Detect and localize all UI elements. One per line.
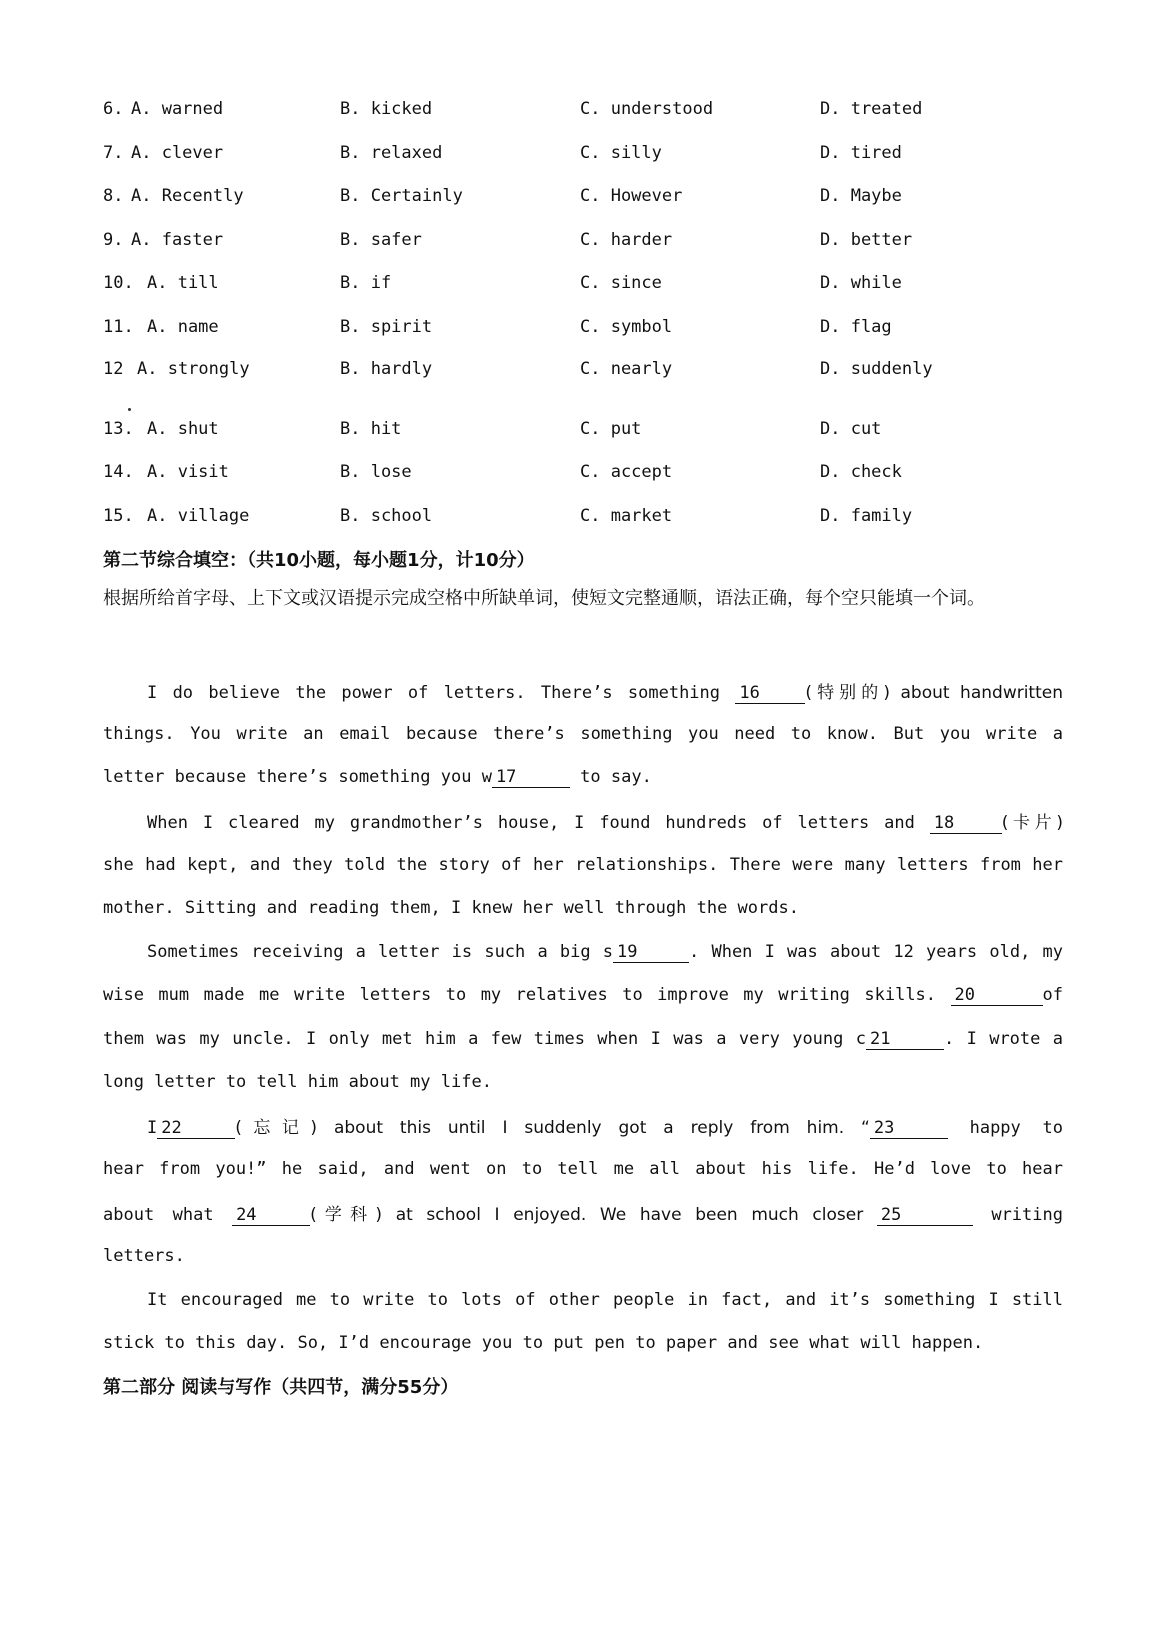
text: wise mum made me write letters to my relatives to improve my writing skills. xyxy=(103,985,951,1005)
option-d: D. Maybe xyxy=(820,186,902,206)
passage-line xyxy=(147,942,1063,968)
text: letter because there’s something you w xyxy=(103,767,492,787)
option-b: B. hit xyxy=(340,419,402,439)
option-b: B. if xyxy=(340,273,392,293)
blank-23[interactable]: 23 xyxy=(870,1118,948,1139)
option-a: A. Recently xyxy=(131,186,244,206)
option-d: D. suddenly xyxy=(820,359,933,379)
passage-line xyxy=(147,1113,1063,1139)
text: (忘记) about this until I suddenly got a reply from him. “ xyxy=(235,1118,870,1138)
option-d: D. while xyxy=(820,273,902,293)
passage-line xyxy=(103,767,1063,793)
blank-20[interactable]: 20 xyxy=(951,985,1043,1006)
option-c: C. put xyxy=(580,419,642,439)
text: about what xyxy=(103,1205,233,1225)
passage-line xyxy=(147,678,1063,704)
question-number: 11. xyxy=(103,317,134,337)
option-b: B. hardly xyxy=(340,359,433,379)
question-number: 15. xyxy=(103,506,134,526)
passage-line: things. You write an email because there’s something you need to know. But you write a xyxy=(103,724,1063,744)
option-d: D. flag xyxy=(820,317,892,337)
option-c: C. understood xyxy=(580,99,714,119)
option-a: A. shut xyxy=(147,419,219,439)
blank-22[interactable]: 22 xyxy=(157,1118,235,1139)
option-b: B. spirit xyxy=(340,317,433,337)
stray-mark xyxy=(128,408,131,411)
passage-line xyxy=(103,1200,1063,1226)
passage-line: hear from you!” he said, and went on to tell me all about his life. He’d love to hear xyxy=(103,1159,1063,1179)
option-c: C. accept xyxy=(580,462,673,482)
option-a: A. village xyxy=(147,506,250,526)
text: When I cleared my grandmother’s house, I found hundreds of letters and xyxy=(147,813,930,833)
option-d: D. treated xyxy=(820,99,923,119)
text: happy to xyxy=(947,1118,1063,1138)
blank-19[interactable]: 19 xyxy=(613,942,689,963)
question-number: 7. xyxy=(103,143,124,163)
passage-line: mother. Sitting and reading them, I knew her well through the words. xyxy=(103,898,799,918)
option-a: A. strongly xyxy=(137,359,250,379)
option-c: C. since xyxy=(580,273,662,293)
passage-line: letters. xyxy=(103,1246,185,1266)
question-number: 13. xyxy=(103,419,134,439)
hint-text: (特别的) about handwritten xyxy=(805,683,1063,703)
option-c: C. silly xyxy=(580,143,662,163)
text: of xyxy=(1042,985,1063,1005)
text: . I wrote a xyxy=(944,1029,1063,1049)
option-a: A. faster xyxy=(131,230,224,250)
text: I xyxy=(147,1118,158,1138)
section-2-title: 第二节综合填空：（共10小题，每小题1分，计10分） xyxy=(103,550,535,571)
blank-24[interactable]: 24 xyxy=(232,1205,310,1226)
passage-line: she had kept, and they told the story of her relationships. There were many letters from her xyxy=(103,855,1063,875)
blank-25[interactable]: 25 xyxy=(877,1205,973,1226)
blank-21[interactable]: 21 xyxy=(866,1029,944,1050)
passage-line xyxy=(103,985,1063,1011)
passage-line xyxy=(147,808,1063,834)
option-c: C. market xyxy=(580,506,673,526)
passage-line: stick to this day. So, I’d encourage you to put pen to paper and see what will happen. xyxy=(103,1333,984,1353)
text: I do believe the power of letters. There’s something xyxy=(147,683,736,703)
option-c: C. nearly xyxy=(580,359,673,379)
text: . When I was about 12 years old, my xyxy=(689,942,1063,962)
question-number: 6. xyxy=(103,99,124,119)
option-d: D. tired xyxy=(820,143,902,163)
passage-line: long letter to tell him about my life. xyxy=(103,1072,492,1092)
option-d: D. cut xyxy=(820,419,882,439)
hint-text: (卡片) xyxy=(1001,813,1063,833)
text: to say. xyxy=(569,767,652,787)
part-2-title: 第二部分 阅读与写作（共四节，满分55分） xyxy=(103,1377,459,1398)
option-a: A. visit xyxy=(147,462,229,482)
option-b: B. Certainly xyxy=(340,186,463,206)
option-b: B. safer xyxy=(340,230,422,250)
section-2-instruction: 根据所给首字母、上下文或汉语提示完成空格中所缺单词，使短文完整通顺，语法正确，每个空只能填一个词。 xyxy=(103,588,985,609)
blank-16[interactable]: 16 xyxy=(735,683,805,704)
question-number: 9. xyxy=(103,230,124,250)
text: them was my uncle. I only met him a few times when I was a very young c xyxy=(103,1029,866,1049)
text: Sometimes receiving a letter is such a big s xyxy=(147,942,614,962)
question-number: 14. xyxy=(103,462,134,482)
option-b: B. lose xyxy=(340,462,412,482)
option-d: D. check xyxy=(820,462,902,482)
option-a: A. name xyxy=(147,317,219,337)
option-b: B. kicked xyxy=(340,99,433,119)
option-a: A. till xyxy=(147,273,219,293)
question-number: 12 xyxy=(103,359,124,379)
option-b: B. relaxed xyxy=(340,143,443,163)
option-c: C. However xyxy=(580,186,683,206)
option-a: A. warned xyxy=(131,99,224,119)
option-b: B. school xyxy=(340,506,433,526)
option-d: D. better xyxy=(820,230,913,250)
passage-line: It encouraged me to write to lots of other people in fact, and it’s something I still xyxy=(147,1290,1063,1310)
option-a: A. clever xyxy=(131,143,224,163)
text: writing xyxy=(972,1205,1063,1225)
question-number: 10. xyxy=(103,273,134,293)
question-number: 8. xyxy=(103,186,124,206)
text: (学科) at school I enjoyed. We have been much closer xyxy=(310,1205,877,1225)
option-c: C. harder xyxy=(580,230,673,250)
option-d: D. family xyxy=(820,506,913,526)
option-c: C. symbol xyxy=(580,317,673,337)
passage-line xyxy=(103,1029,1063,1055)
blank-17[interactable]: 17 xyxy=(492,767,570,788)
blank-18[interactable]: 18 xyxy=(930,813,1002,834)
